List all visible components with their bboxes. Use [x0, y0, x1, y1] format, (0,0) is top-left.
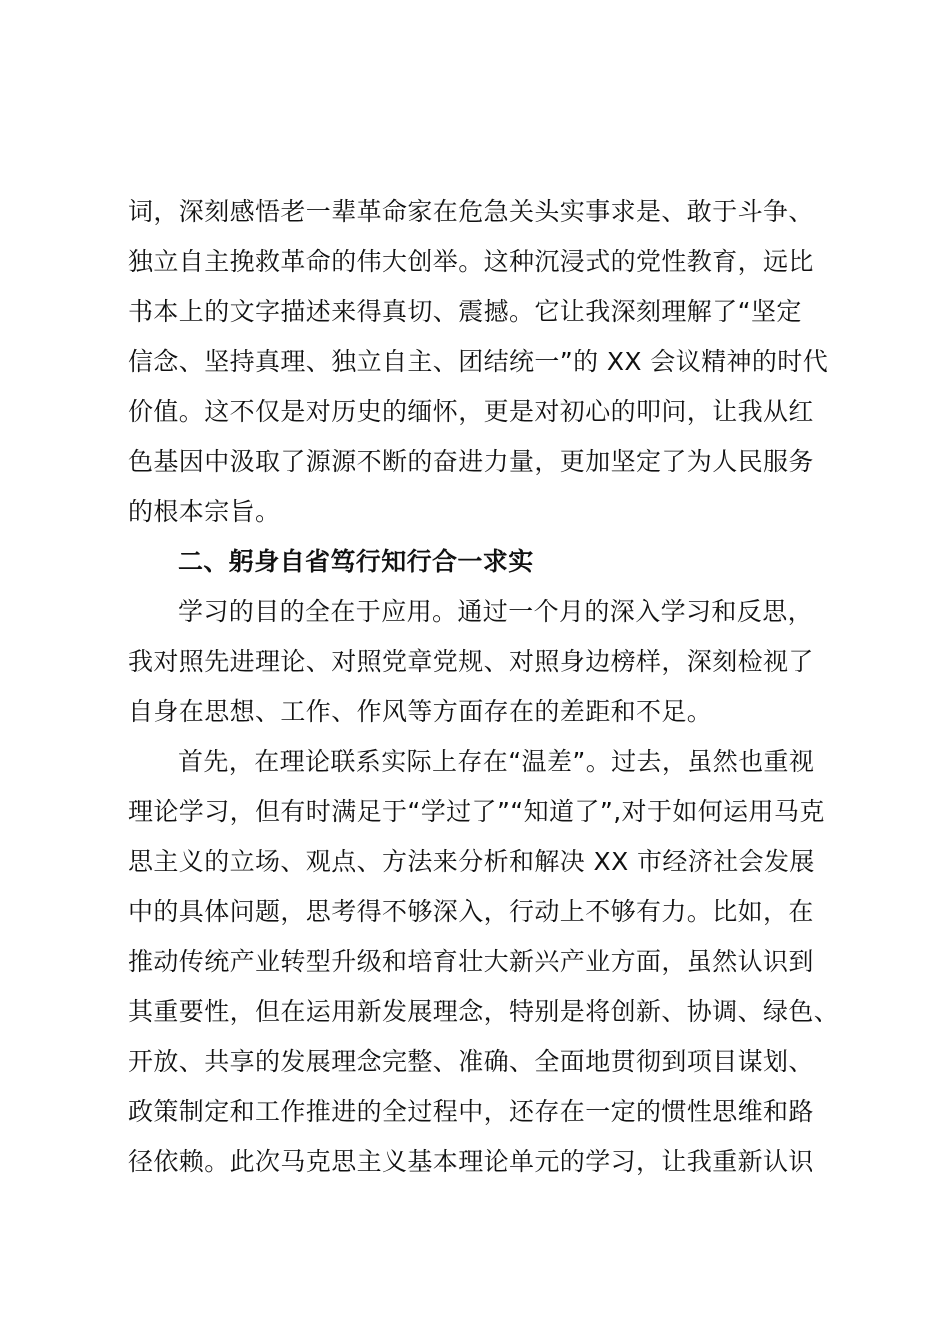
text-line: 自身在思想、工作、作风等方面存在的差距和不足。 — [128, 697, 713, 726]
text-line: 思主义的立场、观点、方法来分析和解决 XX 市经济社会发展 — [128, 847, 815, 876]
text-line: 价值。这不仅是对历史的缅怀，更是对初心的叩问，让我从红 — [128, 397, 814, 426]
text-line: 独立自主挽救革命的伟大创举。这种沉浸式的党性教育，远比 — [128, 247, 814, 276]
text-line: 学习的目的全在于应用。通过一个月的深入学习和反思， — [178, 597, 814, 626]
text-line: 理论学习，但有时满足于“学过了”“知道了”,对于如何运用马克 — [128, 797, 825, 826]
text-line: 我对照先进理论、对照党章党规、对照身边榜样，深刻检视了 — [128, 647, 814, 676]
text-line: 径依赖。此次马克思主义基本理论单元的学习，让我重新认识 — [128, 1147, 814, 1176]
text-line: 政策制定和工作推进的全过程中，还存在一定的惯性思维和路 — [128, 1097, 814, 1126]
text-line: 首先，在理论联系实际上存在“温差”。过去，虽然也重视 — [178, 747, 815, 776]
text-line: 中的具体问题，思考得不够深入，行动上不够有力。比如，在 — [128, 897, 814, 926]
text-line: 词，深刻感悟老一辈革命家在危急关头实事求是、敢于斗争、 — [128, 197, 814, 226]
text-line: 信念、坚持真理、独立自主、团结统一”的 XX 会议精神的时代 — [128, 347, 829, 376]
text-line: 其重要性，但在运用新发展理念，特别是将创新、协调、绿色、 — [128, 997, 840, 1026]
text-line: 书本上的文字描述来得真切、震撼。它让我深刻理解了“坚定 — [128, 297, 802, 326]
text-line: 色基因中汲取了源源不断的奋进力量，更加坚定了为人民服务 — [128, 447, 814, 476]
text-line: 开放、共享的发展理念完整、准确、全面地贯彻到项目谋划、 — [128, 1047, 814, 1076]
section-heading: 二、躬身自省笃行知行合一求实 — [178, 547, 534, 576]
text-line: 的根本宗旨。 — [128, 497, 281, 526]
text-line: 推动传统产业转型升级和培育壮大新兴产业方面，虽然认识到 — [128, 947, 814, 976]
